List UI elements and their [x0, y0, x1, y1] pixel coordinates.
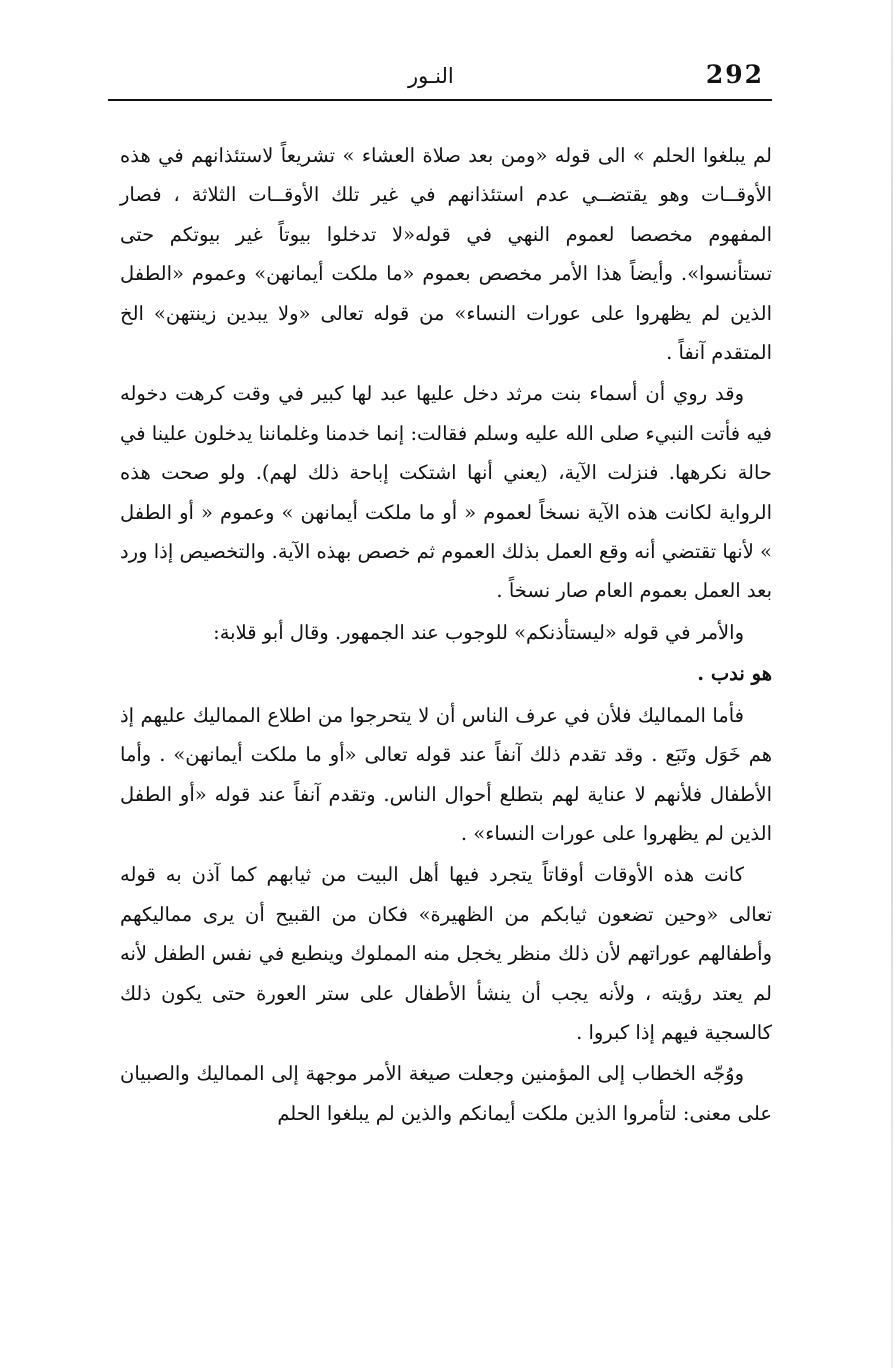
page-header: [108, 58, 772, 98]
paragraph-6: ووُجّه الخطاب إلى المؤمنين وجعلت صيغة الأمر موجهة إلى المماليك والصبيان على معنى: لتأمروا الذين ملكت أيمانكم والذين لم يبلغوا الحلم: [120, 1062, 772, 1125]
running-title: النـور: [408, 64, 454, 88]
header-divider: [108, 99, 772, 101]
body-text: [120, 136, 772, 1133]
paragraph-2: وقد روي أن أسماء بنت مرثد دخل عليها عبد لها كبير في وقت كرهت دخوله فيه فأتت النبيء صلى الله عليه وسلم فقالت: إنما خدمنا وغلماننا يدخلون علينا في حالة نكرهها. فنزلت الآية، (يعني أنها اشتكت إباحة ذلك لهم). ولو صحت هذه الرواية لكانت هذه الآية نسخاً لعموم « أو ما ملكت أيمانهن » وعموم « أو الطفل » لأنها تقتضي أنه وقع العمل بذلك العموم ثم خصص بهذه الآية. والتخصيص إذا ورد بعد العمل بعموم العام صار نسخاً .: [120, 382, 772, 603]
paragraph-4: فأما المماليك فلأن في عرف الناس أن لا يتحرجوا من اطلاع المماليك عليهم إذ هم خَوَل وتَبَع . وقد تقدم ذلك آنفاً عند قوله تعالى «أو ما ملكت أيمانهن» . وأما الأطفال فلأنهم لا عناية لهم بتطلع أحوال الناس. وتقدم آنفاً عند قوله «أو الطفل الذين لم يظهروا على عورات النساء» .: [120, 703, 772, 845]
paragraph-5: كانت هذه الأوقات أوقاتاً يتجرد فيها أهل البيت من ثيابهم كما آذن به قوله تعالى «وحين تضعون ثيابكم من الظهيرة» فكان من القبيح أن يرى مماليكهم وأطفالهم عوراتهم لأن ذلك منظر يخجل منه المملوك وينطبع في نفس الطفل لأنه لم يعتد رؤيته ، ولأنه يجب أن ينشأ الأطفال على ستر العورة حتى يكون ذلك كالسجية فيهم إذا كبروا .: [120, 863, 772, 1044]
paragraph-3: والأمر في قوله «ليستأذنكم» للوجوب عند الجمهور. وقال أبو قلابة:: [213, 620, 744, 644]
paragraph-1: لم يبلغوا الحلم » الى قوله «ومن بعد صلاة العشاء » تشريعاً لاستئذانهم في هذه الأوقــات وهو يقتضــي عدم استئذانهم في غير تلك الأوقــات الثلاثة ، فصار المفهوم مخصصا لعموم النهي في قوله«لا تدخلوا بيوتاً غير بيوتكم حتى تستأنسوا». وأيضاً هذا الأمر مخصص بعموم «ما ملكت أيمانهن» وعموم «الطفل الذين لم يظهروا على عورات النساء» من قوله تعالى «ولا يبدين زينتهن» الخ المتقدم آنفاً .: [120, 144, 772, 365]
page-number: 292: [705, 60, 764, 89]
paragraph-3-continuation: هو ندب .: [697, 662, 772, 686]
scan-edge: [891, 0, 893, 1368]
